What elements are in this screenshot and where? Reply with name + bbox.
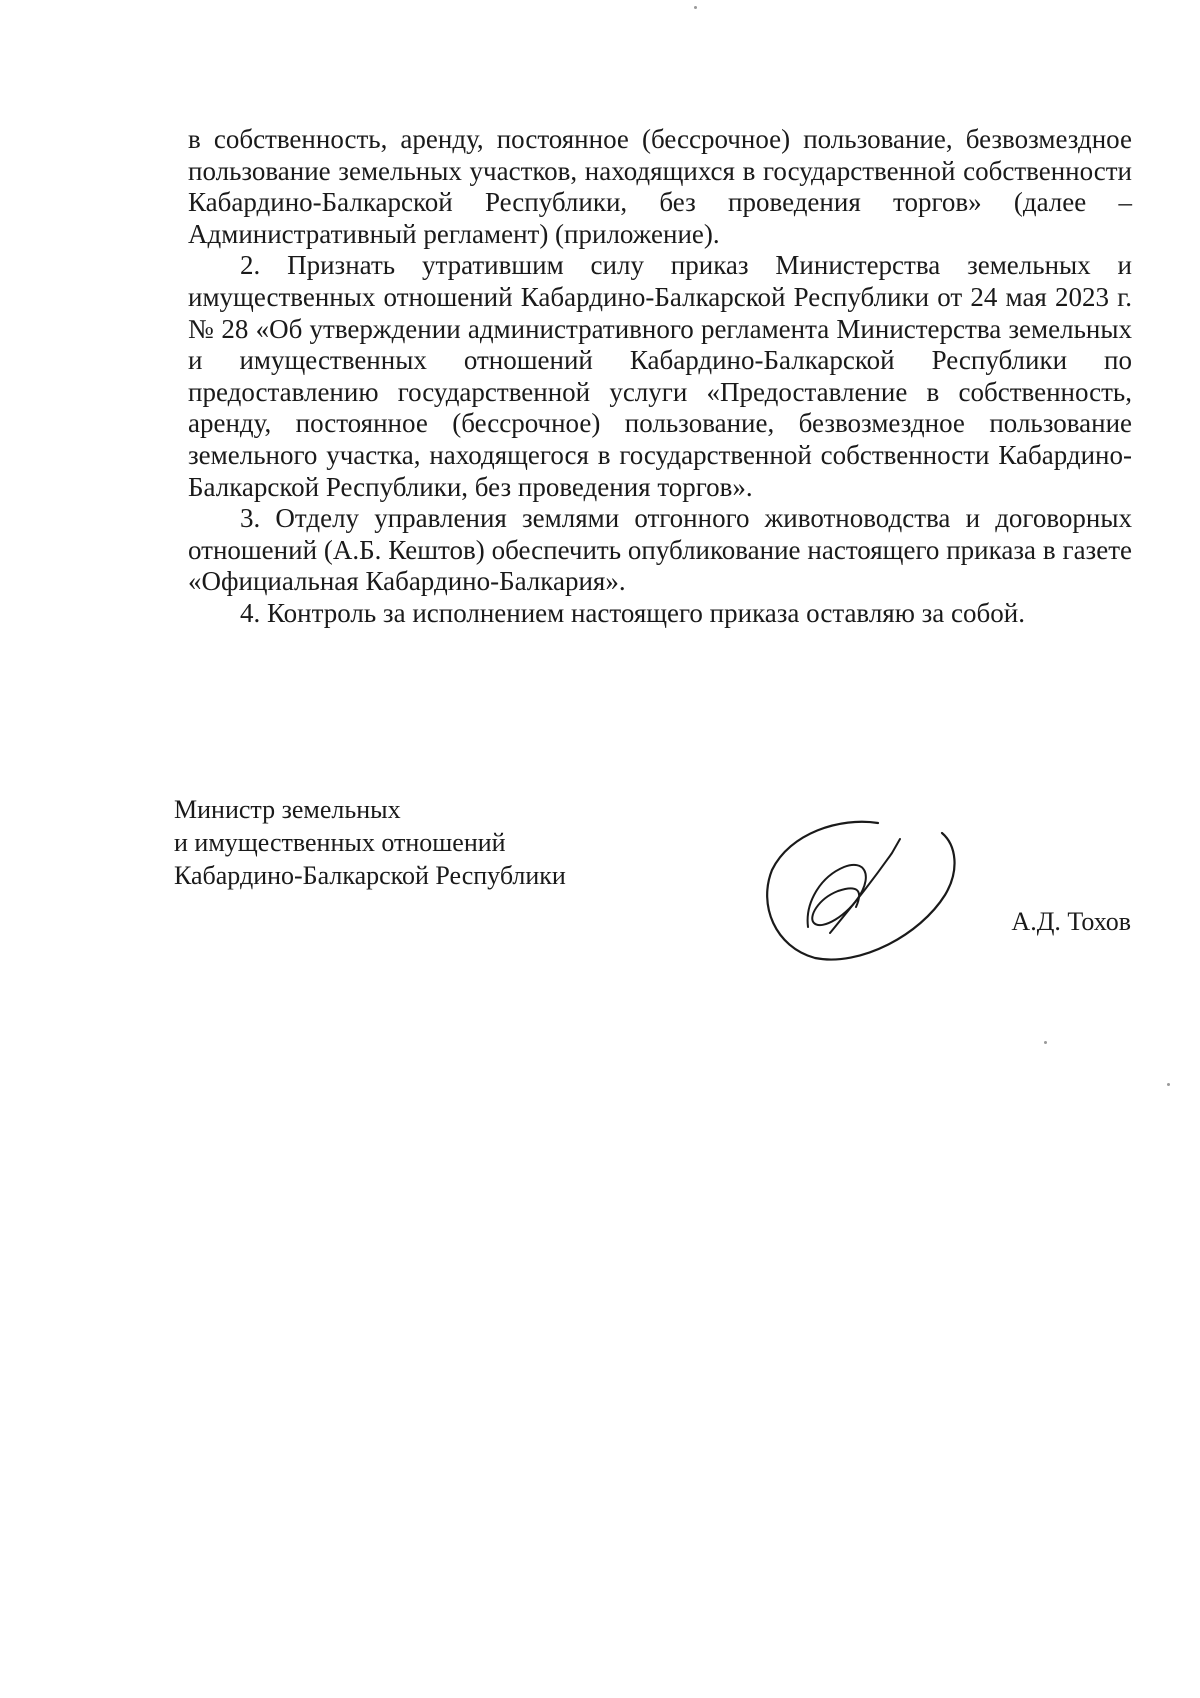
signer-position — [174, 793, 566, 892]
scan-speck — [694, 6, 697, 9]
handwritten-signature — [760, 815, 980, 965]
signer-position-line-3: Кабардино-Балкарской Республики — [174, 861, 566, 890]
paragraph-item-3: 3. Отделу управления землями отгонного животноводства и договорных отношений (А.Б. Кештов) обеспечить опубликование настоящего приказа в газете «Официальная Кабардино-Балкария». — [188, 503, 1132, 597]
paragraph-item-4: 4. Контроль за исполнением настоящего приказа оставляю за собой. — [240, 597, 1025, 628]
paragraph-item-2: 2. Признать утратившим силу приказ Министерства земельных и имущественных отношений Кабардино-Балкарской Республики от 24 мая 2023 г. № 28 «Об утверждении административного регламента Министерства земельных и имущественных отношений Кабардино-Балкарской Республики по предоставлению государственной услуги «Предоставление в собственность, аренду, постоянное (бессрочное) пользование, безвозмездное пользование земельного участка, находящегося в государственной собственности Кабардино-Балкарской Республики, без проведения торгов». — [188, 250, 1132, 502]
paragraph-continuation: в собственность, аренду, постоянное (бессрочное) пользование, безвозмездное пользование земельных участков, находящихся в государственной собственности Кабардино-Балкарской Республики, без проведения торгов» (далее – Административный регламент) (приложение). — [188, 124, 1132, 249]
scan-speck — [1167, 1083, 1170, 1086]
signature-loop-stroke — [767, 822, 954, 960]
signer-position-line-1: Министр земельных — [174, 795, 401, 824]
signer-position-line-2: и имущественных отношений — [174, 828, 506, 857]
signer-name: А.Д. Тохов — [1011, 907, 1131, 936]
signature-inner-stroke — [808, 865, 866, 927]
order-body-text — [188, 124, 1132, 630]
scan-speck — [1044, 1041, 1047, 1044]
